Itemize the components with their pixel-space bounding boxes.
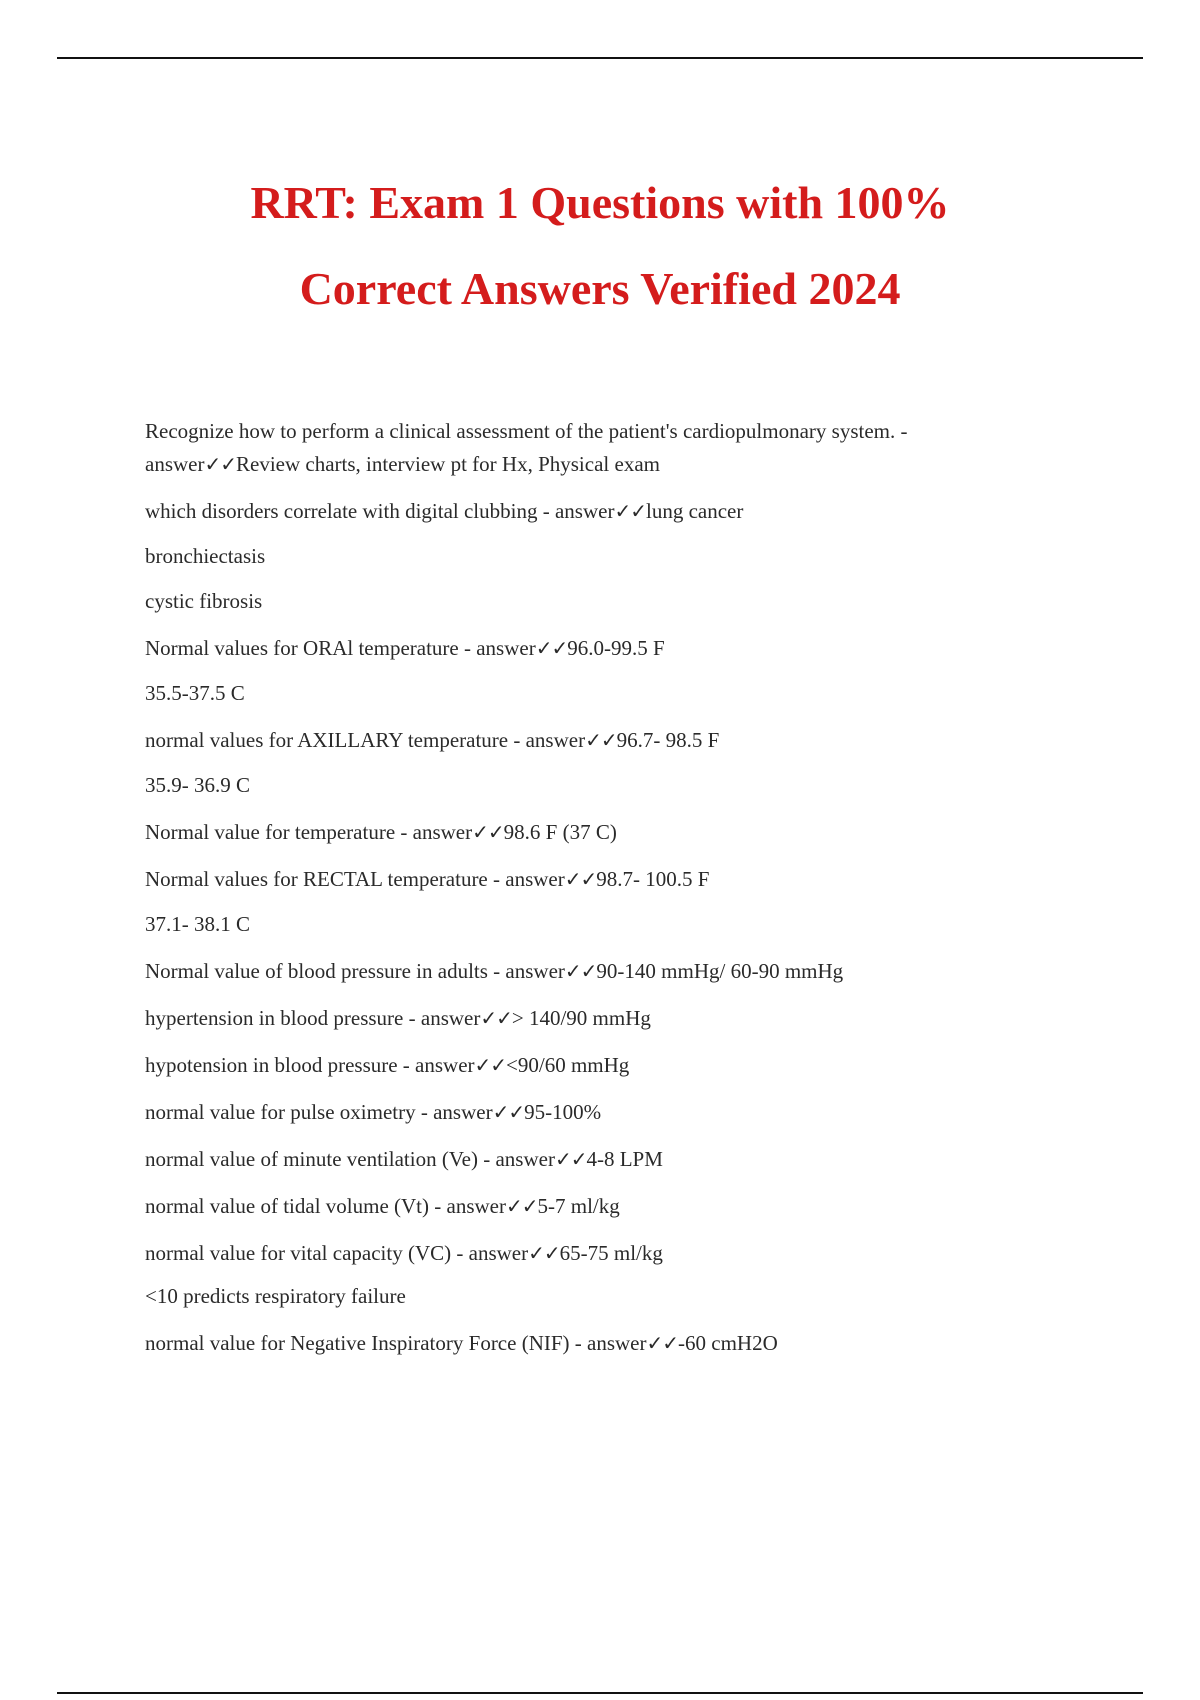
document-title bbox=[0, 160, 1200, 332]
qa-entry bbox=[145, 908, 1085, 941]
qa-entry bbox=[145, 1237, 1085, 1270]
qa-entry bbox=[145, 724, 1085, 757]
double-check-icon: ✓✓ bbox=[505, 1194, 538, 1218]
double-check-icon: ✓✓ bbox=[474, 1053, 507, 1077]
question-text: Normal value for temperature - bbox=[145, 820, 413, 844]
question-text: Recognize how to perform a clinical assessment of the patient's cardiopulmonary system. - bbox=[145, 419, 908, 443]
qa-entry bbox=[145, 1327, 1085, 1360]
question-text: normal value for vital capacity (VC) - bbox=[145, 1241, 469, 1265]
answer-text: 65-75 ml/kg bbox=[559, 1241, 663, 1265]
qa-line bbox=[145, 495, 1085, 528]
qa-line bbox=[145, 908, 1085, 941]
question-text: cystic fibrosis bbox=[145, 589, 263, 613]
question-text: <10 predicts respiratory failure bbox=[145, 1284, 406, 1308]
qa-line bbox=[145, 1327, 1085, 1360]
qa-entry bbox=[145, 415, 1085, 481]
answer-text: <90/60 mmHg bbox=[506, 1053, 630, 1077]
qa-entry bbox=[145, 1096, 1085, 1129]
double-check-icon: ✓✓ bbox=[480, 1006, 512, 1030]
qa-entry bbox=[145, 1143, 1085, 1176]
answer-text: 98.6 F (37 C) bbox=[503, 820, 617, 844]
qa-entry bbox=[145, 632, 1085, 665]
answer-marker: answer bbox=[446, 1194, 506, 1218]
answer-marker: answer bbox=[495, 1147, 555, 1171]
title-line-1: RRT: Exam 1 Questions with 100% bbox=[250, 177, 950, 228]
answer-marker: answer bbox=[505, 867, 565, 891]
question-text: Normal values for RECTAL temperature - bbox=[145, 867, 506, 891]
qa-entry bbox=[145, 1190, 1085, 1223]
question-text: 35.5-37.5 C bbox=[145, 681, 245, 705]
question-text: hypotension in blood pressure - bbox=[145, 1053, 416, 1077]
qa-line bbox=[145, 632, 1085, 665]
answer-marker: answer bbox=[587, 1331, 647, 1355]
answer-text: 95-100% bbox=[524, 1100, 602, 1124]
answer-text: -60 cmH2O bbox=[678, 1331, 778, 1355]
answer-marker: answer bbox=[145, 452, 205, 476]
qa-line bbox=[145, 585, 1085, 618]
double-check-icon: ✓✓ bbox=[614, 499, 646, 523]
answer-text: Review charts, interview pt for Hx, Physical exam bbox=[236, 452, 660, 476]
header-rule bbox=[57, 57, 1143, 59]
answer-marker: answer bbox=[420, 1006, 481, 1030]
double-check-icon: ✓✓ bbox=[554, 1147, 587, 1171]
question-text: 35.9- 36.9 C bbox=[145, 773, 250, 797]
question-text: normal values for AXILLARY temperature - bbox=[145, 728, 526, 752]
qa-line bbox=[145, 415, 1085, 448]
qa-line bbox=[145, 1002, 1085, 1035]
double-check-icon: ✓✓ bbox=[535, 636, 568, 660]
question-text: normal value of tidal volume (Vt) - bbox=[145, 1194, 447, 1218]
qa-line bbox=[145, 1237, 1085, 1270]
qa-entry bbox=[145, 955, 1085, 988]
qa-entry bbox=[145, 540, 1085, 573]
question-text: normal value for pulse oximetry - bbox=[145, 1100, 434, 1124]
question-text: normal value of minute ventilation (Ve) - bbox=[145, 1147, 496, 1171]
qa-line bbox=[145, 955, 1085, 988]
double-check-icon: ✓✓ bbox=[564, 959, 597, 983]
qa-entry bbox=[145, 1002, 1085, 1035]
question-text: normal value for Negative Inspiratory Force (NIF) - bbox=[145, 1331, 588, 1355]
question-text: bronchiectasis bbox=[145, 544, 266, 568]
answer-text: 90-140 mmHg/ 60-90 mmHg bbox=[596, 959, 844, 983]
answer-marker: answer bbox=[433, 1100, 493, 1124]
answer-marker: answer bbox=[468, 1241, 529, 1265]
qa-line bbox=[145, 448, 1085, 481]
double-check-icon: ✓✓ bbox=[204, 452, 236, 476]
qa-line bbox=[145, 677, 1085, 710]
qa-line bbox=[145, 769, 1085, 802]
footer-rule bbox=[57, 1692, 1143, 1694]
answer-text: 5-7 ml/kg bbox=[537, 1194, 620, 1218]
answer-text: lung cancer bbox=[645, 499, 744, 523]
qa-entry bbox=[145, 1049, 1085, 1082]
answer-text: 4-8 LPM bbox=[586, 1147, 663, 1171]
qa-entry bbox=[145, 1280, 1085, 1313]
qa-entry bbox=[145, 816, 1085, 849]
answer-text: 96.0-99.5 F bbox=[567, 636, 665, 660]
qa-line bbox=[145, 1190, 1085, 1223]
answer-marker: answer bbox=[476, 636, 536, 660]
qa-entry bbox=[145, 769, 1085, 802]
qa-line bbox=[145, 1280, 1085, 1313]
qa-line bbox=[145, 540, 1085, 573]
double-check-icon: ✓✓ bbox=[564, 867, 597, 891]
question-text: hypertension in blood pressure - bbox=[145, 1006, 421, 1030]
answer-marker: answer bbox=[415, 1053, 475, 1077]
question-text: which disorders correlate with digital clubbing - bbox=[145, 499, 555, 523]
qa-list bbox=[145, 403, 1085, 1360]
qa-line bbox=[145, 1049, 1085, 1082]
qa-line bbox=[145, 1143, 1085, 1176]
qa-line bbox=[145, 816, 1085, 849]
question-text: Normal value of blood pressure in adults - bbox=[145, 959, 506, 983]
qa-line bbox=[145, 1096, 1085, 1129]
question-text: 37.1- 38.1 C bbox=[145, 912, 250, 936]
answer-text: > 140/90 mmHg bbox=[511, 1006, 651, 1030]
qa-entry bbox=[145, 863, 1085, 896]
answer-text: 96.7- 98.5 F bbox=[616, 728, 720, 752]
answer-marker: answer bbox=[505, 959, 565, 983]
qa-line bbox=[145, 724, 1085, 757]
double-check-icon: ✓✓ bbox=[472, 820, 504, 844]
qa-entry bbox=[145, 677, 1085, 710]
answer-marker: answer bbox=[554, 499, 615, 523]
double-check-icon: ✓✓ bbox=[585, 728, 617, 752]
qa-entry bbox=[145, 585, 1085, 618]
question-text: Normal values for ORAl temperature - bbox=[145, 636, 477, 660]
answer-marker: answer bbox=[412, 820, 473, 844]
double-check-icon: ✓✓ bbox=[492, 1100, 525, 1124]
title-line-2: Correct Answers Verified 2024 bbox=[299, 263, 901, 314]
qa-line bbox=[145, 863, 1085, 896]
qa-entry bbox=[145, 495, 1085, 528]
answer-marker: answer bbox=[525, 728, 586, 752]
double-check-icon: ✓✓ bbox=[646, 1331, 679, 1355]
double-check-icon: ✓✓ bbox=[528, 1241, 560, 1265]
answer-text: 98.7- 100.5 F bbox=[596, 867, 710, 891]
